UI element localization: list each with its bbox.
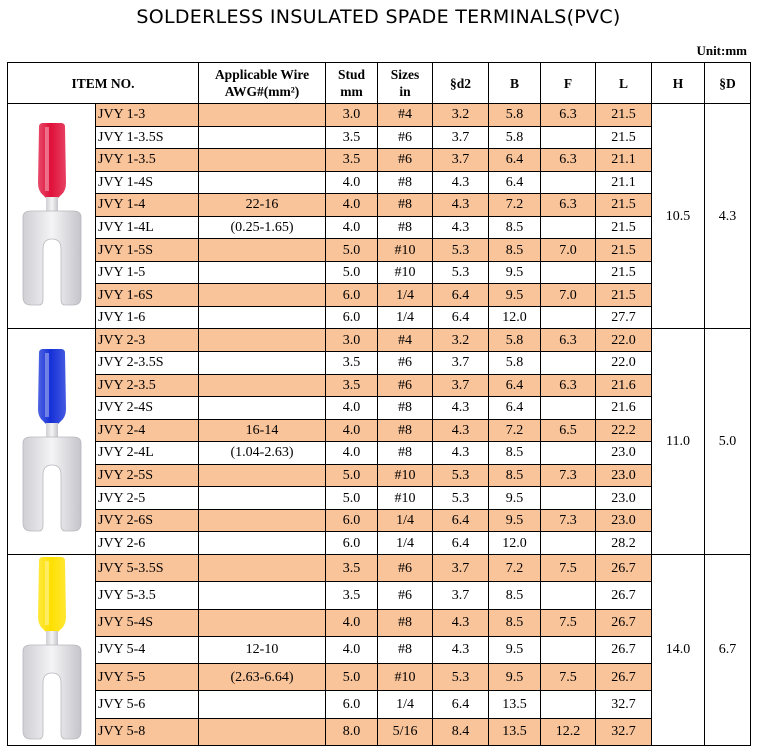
item-no-cell: JVY 5-5 bbox=[96, 664, 199, 691]
applicable-wire-cell bbox=[199, 284, 326, 307]
f-cell: 7.0 bbox=[541, 239, 596, 262]
f-cell: 6.3 bbox=[541, 329, 596, 352]
d2-cell: 3.7 bbox=[433, 374, 489, 397]
l-cell: 21.5 bbox=[596, 239, 652, 262]
applicable-wire-cell bbox=[199, 352, 326, 375]
table-row bbox=[8, 306, 751, 329]
b-cell: 8.5 bbox=[489, 239, 541, 262]
stud-cell: 5.0 bbox=[326, 464, 378, 487]
d2-cell: 5.3 bbox=[433, 487, 489, 510]
table-row bbox=[8, 397, 751, 420]
size-cell: 1/4 bbox=[378, 284, 433, 307]
size-cell: #8 bbox=[378, 636, 433, 663]
stud-cell: 5.0 bbox=[326, 261, 378, 284]
table-row bbox=[8, 216, 751, 239]
size-cell: #6 bbox=[378, 352, 433, 375]
header-f: F bbox=[541, 63, 596, 104]
d2-cell: 4.3 bbox=[433, 171, 489, 194]
table-row bbox=[8, 171, 751, 194]
b-cell: 8.5 bbox=[489, 442, 541, 465]
stud-cell: 6.0 bbox=[326, 532, 378, 555]
applicable-wire-cell bbox=[199, 374, 326, 397]
table-row bbox=[8, 126, 751, 149]
applicable-wire-cell: 22-16 bbox=[199, 194, 326, 217]
f-cell bbox=[541, 306, 596, 329]
d2-cell: 3.2 bbox=[433, 329, 489, 352]
stud-cell: 3.5 bbox=[326, 582, 378, 609]
size-cell: #8 bbox=[378, 216, 433, 239]
f-cell bbox=[541, 582, 596, 609]
header-d: §D bbox=[705, 63, 751, 104]
size-cell: #6 bbox=[378, 149, 433, 172]
item-no-cell: JVY 2-3 bbox=[96, 329, 199, 352]
l-cell: 22.2 bbox=[596, 419, 652, 442]
size-cell: 1/4 bbox=[378, 306, 433, 329]
size-cell: #10 bbox=[378, 464, 433, 487]
stud-cell: 5.0 bbox=[326, 239, 378, 262]
f-cell bbox=[541, 126, 596, 149]
table-row bbox=[8, 609, 751, 636]
d2-cell: 4.3 bbox=[433, 419, 489, 442]
header-row bbox=[8, 63, 751, 104]
f-cell bbox=[541, 532, 596, 555]
stud-cell: 3.0 bbox=[326, 104, 378, 127]
applicable-wire-cell bbox=[199, 718, 326, 745]
size-cell: 1/4 bbox=[378, 691, 433, 718]
l-cell: 26.7 bbox=[596, 554, 652, 581]
b-cell: 7.2 bbox=[489, 554, 541, 581]
f-cell: 6.3 bbox=[541, 104, 596, 127]
f-cell: 7.3 bbox=[541, 509, 596, 532]
size-cell: #10 bbox=[378, 664, 433, 691]
f-cell: 6.3 bbox=[541, 194, 596, 217]
table-row bbox=[8, 352, 751, 375]
l-cell: 21.1 bbox=[596, 149, 652, 172]
header-item-no: ITEM NO. bbox=[8, 63, 199, 104]
b-cell: 5.8 bbox=[489, 329, 541, 352]
item-no-cell: JVY 1-3.5 bbox=[96, 149, 199, 172]
b-cell: 12.0 bbox=[489, 532, 541, 555]
item-no-cell: JVY 2-3.5S bbox=[96, 352, 199, 375]
item-no-cell: JVY 5-6 bbox=[96, 691, 199, 718]
f-cell: 7.5 bbox=[541, 664, 596, 691]
header-sizes-line2: in bbox=[399, 84, 411, 99]
stud-cell: 3.5 bbox=[326, 374, 378, 397]
b-cell: 5.8 bbox=[489, 352, 541, 375]
stud-cell: 8.0 bbox=[326, 718, 378, 745]
l-cell: 26.7 bbox=[596, 664, 652, 691]
table-row bbox=[8, 718, 751, 745]
b-cell: 6.4 bbox=[489, 397, 541, 420]
l-cell: 21.6 bbox=[596, 374, 652, 397]
unit-label: Unit:mm bbox=[696, 43, 747, 58]
applicable-wire-cell bbox=[199, 464, 326, 487]
item-no-cell: JVY 1-6S bbox=[96, 284, 199, 307]
d2-cell: 6.4 bbox=[433, 306, 489, 329]
yellow-spade-terminal-icon bbox=[8, 554, 96, 745]
f-cell bbox=[541, 352, 596, 375]
d2-cell: 6.4 bbox=[433, 532, 489, 555]
f-cell bbox=[541, 691, 596, 718]
b-cell: 6.4 bbox=[489, 374, 541, 397]
table-row bbox=[8, 104, 751, 127]
item-no-cell: JVY 5-4 bbox=[96, 636, 199, 663]
stud-cell: 4.0 bbox=[326, 442, 378, 465]
header-stud bbox=[326, 63, 378, 104]
table-row bbox=[8, 487, 751, 510]
h-value-cell: 10.5 bbox=[652, 104, 705, 329]
d2-cell: 8.4 bbox=[433, 718, 489, 745]
item-no-cell: JVY 2-5S bbox=[96, 464, 199, 487]
item-no-cell: JVY 2-5 bbox=[96, 487, 199, 510]
b-cell: 8.5 bbox=[489, 582, 541, 609]
table-row bbox=[8, 636, 751, 663]
h-value-cell: 14.0 bbox=[652, 554, 705, 745]
d2-cell: 6.4 bbox=[433, 691, 489, 718]
applicable-wire-cell: (0.25-1.65) bbox=[199, 216, 326, 239]
b-cell: 13.5 bbox=[489, 718, 541, 745]
applicable-wire-cell bbox=[199, 554, 326, 581]
applicable-wire-cell bbox=[199, 239, 326, 262]
d2-cell: 5.3 bbox=[433, 664, 489, 691]
item-no-cell: JVY 2-4S bbox=[96, 397, 199, 420]
stud-cell: 6.0 bbox=[326, 306, 378, 329]
stud-cell: 5.0 bbox=[326, 487, 378, 510]
d2-cell: 3.7 bbox=[433, 582, 489, 609]
l-cell: 21.5 bbox=[596, 284, 652, 307]
d2-cell: 5.3 bbox=[433, 239, 489, 262]
applicable-wire-cell: 16-14 bbox=[199, 419, 326, 442]
f-cell: 6.3 bbox=[541, 149, 596, 172]
table-row bbox=[8, 149, 751, 172]
item-no-cell: JVY 1-4 bbox=[96, 194, 199, 217]
header-d2: §d2 bbox=[433, 63, 489, 104]
item-no-cell: JVY 1-4S bbox=[96, 171, 199, 194]
item-no-cell: JVY 2-4L bbox=[96, 442, 199, 465]
item-no-cell: JVY 1-4L bbox=[96, 216, 199, 239]
item-no-cell: JVY 2-4 bbox=[96, 419, 199, 442]
l-cell: 22.0 bbox=[596, 329, 652, 352]
d2-cell: 3.7 bbox=[433, 352, 489, 375]
item-no-cell: JVY 2-6S bbox=[96, 509, 199, 532]
stud-cell: 4.0 bbox=[326, 397, 378, 420]
stud-cell: 3.0 bbox=[326, 329, 378, 352]
f-cell bbox=[541, 636, 596, 663]
d2-cell: 3.7 bbox=[433, 126, 489, 149]
applicable-wire-cell bbox=[199, 261, 326, 284]
applicable-wire-cell bbox=[199, 171, 326, 194]
table-row bbox=[8, 464, 751, 487]
b-cell: 5.8 bbox=[489, 126, 541, 149]
item-no-cell: JVY 2-6 bbox=[96, 532, 199, 555]
d2-cell: 6.4 bbox=[433, 509, 489, 532]
header-l: L bbox=[596, 63, 652, 104]
header-h: H bbox=[652, 63, 705, 104]
l-cell: 21.5 bbox=[596, 104, 652, 127]
applicable-wire-cell bbox=[199, 609, 326, 636]
d2-cell: 3.2 bbox=[433, 104, 489, 127]
header-stud-line2: mm bbox=[340, 84, 363, 99]
d2-cell: 4.3 bbox=[433, 609, 489, 636]
d2-cell: 3.7 bbox=[433, 149, 489, 172]
size-cell: 1/4 bbox=[378, 532, 433, 555]
f-cell: 7.5 bbox=[541, 554, 596, 581]
stud-cell: 4.0 bbox=[326, 171, 378, 194]
b-cell: 12.0 bbox=[489, 306, 541, 329]
b-cell: 7.2 bbox=[489, 194, 541, 217]
d2-cell: 4.3 bbox=[433, 636, 489, 663]
l-cell: 23.0 bbox=[596, 464, 652, 487]
l-cell: 22.0 bbox=[596, 352, 652, 375]
item-no-cell: JVY 2-3.5 bbox=[96, 374, 199, 397]
f-cell: 7.3 bbox=[541, 464, 596, 487]
stud-cell: 3.5 bbox=[326, 126, 378, 149]
table-row bbox=[8, 329, 751, 352]
stud-cell: 5.0 bbox=[326, 664, 378, 691]
table-body bbox=[8, 104, 751, 746]
l-cell: 26.7 bbox=[596, 609, 652, 636]
b-cell: 9.5 bbox=[489, 487, 541, 510]
b-cell: 6.4 bbox=[489, 171, 541, 194]
applicable-wire-cell bbox=[199, 509, 326, 532]
b-cell: 9.5 bbox=[489, 284, 541, 307]
applicable-wire-cell bbox=[199, 126, 326, 149]
applicable-wire-cell bbox=[199, 397, 326, 420]
item-no-cell: JVY 5-8 bbox=[96, 718, 199, 745]
size-cell: #4 bbox=[378, 104, 433, 127]
size-cell: 5/16 bbox=[378, 718, 433, 745]
f-cell bbox=[541, 261, 596, 284]
d2-cell: 6.4 bbox=[433, 284, 489, 307]
size-cell: #8 bbox=[378, 419, 433, 442]
table-row bbox=[8, 284, 751, 307]
d2-cell: 4.3 bbox=[433, 194, 489, 217]
stud-cell: 4.0 bbox=[326, 609, 378, 636]
item-no-cell: JVY 5-3.5S bbox=[96, 554, 199, 581]
applicable-wire-cell: (2.63-6.64) bbox=[199, 664, 326, 691]
l-cell: 28.2 bbox=[596, 532, 652, 555]
f-cell bbox=[541, 397, 596, 420]
table-row bbox=[8, 194, 751, 217]
f-cell: 6.5 bbox=[541, 419, 596, 442]
table-row bbox=[8, 582, 751, 609]
l-cell: 32.7 bbox=[596, 691, 652, 718]
stud-cell: 6.0 bbox=[326, 509, 378, 532]
stud-cell: 6.0 bbox=[326, 691, 378, 718]
item-no-cell: JVY 1-3.5S bbox=[96, 126, 199, 149]
b-cell: 9.5 bbox=[489, 636, 541, 663]
d2-cell: 4.3 bbox=[433, 216, 489, 239]
size-cell: #10 bbox=[378, 487, 433, 510]
l-cell: 21.6 bbox=[596, 397, 652, 420]
table-row bbox=[8, 374, 751, 397]
applicable-wire-cell bbox=[199, 104, 326, 127]
applicable-wire-cell bbox=[199, 582, 326, 609]
applicable-wire-cell bbox=[199, 487, 326, 510]
f-cell bbox=[541, 442, 596, 465]
d-value-cell: 5.0 bbox=[705, 329, 751, 554]
f-cell bbox=[541, 216, 596, 239]
l-cell: 21.5 bbox=[596, 126, 652, 149]
d2-cell: 5.3 bbox=[433, 464, 489, 487]
header-wire-line1: Applicable Wire bbox=[214, 67, 310, 82]
item-no-cell: JVY 1-3 bbox=[96, 104, 199, 127]
header-b: B bbox=[489, 63, 541, 104]
table-row bbox=[8, 261, 751, 284]
b-cell: 5.8 bbox=[489, 104, 541, 127]
f-cell: 6.3 bbox=[541, 374, 596, 397]
spade-terminal-spec-table bbox=[7, 62, 751, 746]
applicable-wire-cell bbox=[199, 149, 326, 172]
l-cell: 26.7 bbox=[596, 582, 652, 609]
b-cell: 7.2 bbox=[489, 419, 541, 442]
stud-cell: 4.0 bbox=[326, 419, 378, 442]
stud-cell: 3.5 bbox=[326, 554, 378, 581]
b-cell: 8.5 bbox=[489, 216, 541, 239]
table-row bbox=[8, 442, 751, 465]
header-applicable-wire bbox=[199, 63, 326, 104]
red-spade-terminal-icon bbox=[8, 104, 96, 329]
size-cell: 1/4 bbox=[378, 509, 433, 532]
b-cell: 13.5 bbox=[489, 691, 541, 718]
f-cell: 12.2 bbox=[541, 718, 596, 745]
size-cell: #8 bbox=[378, 171, 433, 194]
size-cell: #6 bbox=[378, 126, 433, 149]
table-row bbox=[8, 664, 751, 691]
l-cell: 21.5 bbox=[596, 216, 652, 239]
d2-cell: 5.3 bbox=[433, 261, 489, 284]
l-cell: 23.0 bbox=[596, 509, 652, 532]
header-sizes-line1: Sizes bbox=[390, 67, 420, 82]
f-cell bbox=[541, 171, 596, 194]
table-row bbox=[8, 239, 751, 262]
stud-cell: 4.0 bbox=[326, 636, 378, 663]
applicable-wire-cell bbox=[199, 306, 326, 329]
d2-cell: 4.3 bbox=[433, 442, 489, 465]
page-title: SOLDERLESS INSULATED SPADE TERMINALS(PVC) bbox=[136, 6, 621, 28]
table-row bbox=[8, 554, 751, 581]
applicable-wire-cell bbox=[199, 329, 326, 352]
size-cell: #8 bbox=[378, 397, 433, 420]
b-cell: 9.5 bbox=[489, 509, 541, 532]
size-cell: #6 bbox=[378, 374, 433, 397]
table-row bbox=[8, 419, 751, 442]
stud-cell: 4.0 bbox=[326, 194, 378, 217]
l-cell: 21.5 bbox=[596, 194, 652, 217]
size-cell: #8 bbox=[378, 442, 433, 465]
size-cell: #6 bbox=[378, 582, 433, 609]
applicable-wire-cell bbox=[199, 532, 326, 555]
b-cell: 6.4 bbox=[489, 149, 541, 172]
item-no-cell: JVY 5-3.5 bbox=[96, 582, 199, 609]
f-cell bbox=[541, 487, 596, 510]
l-cell: 26.7 bbox=[596, 636, 652, 663]
h-value-cell: 11.0 bbox=[652, 329, 705, 554]
l-cell: 23.0 bbox=[596, 487, 652, 510]
table-row bbox=[8, 691, 751, 718]
d-value-cell: 6.7 bbox=[705, 554, 751, 745]
table-row bbox=[8, 509, 751, 532]
table-row bbox=[8, 532, 751, 555]
size-cell: #8 bbox=[378, 194, 433, 217]
l-cell: 32.7 bbox=[596, 718, 652, 745]
l-cell: 21.1 bbox=[596, 171, 652, 194]
applicable-wire-cell: 12-10 bbox=[199, 636, 326, 663]
l-cell: 23.0 bbox=[596, 442, 652, 465]
header-sizes bbox=[378, 63, 433, 104]
size-cell: #10 bbox=[378, 239, 433, 262]
b-cell: 9.5 bbox=[489, 261, 541, 284]
header-wire-line2: AWG#(mm²) bbox=[224, 84, 300, 99]
d2-cell: 3.7 bbox=[433, 554, 489, 581]
item-no-cell: JVY 1-5 bbox=[96, 261, 199, 284]
stud-cell: 3.5 bbox=[326, 149, 378, 172]
d-value-cell: 4.3 bbox=[705, 104, 751, 329]
stud-cell: 3.5 bbox=[326, 352, 378, 375]
header-stud-line1: Stud bbox=[338, 67, 366, 82]
size-cell: #10 bbox=[378, 261, 433, 284]
item-no-cell: JVY 1-5S bbox=[96, 239, 199, 262]
l-cell: 27.7 bbox=[596, 306, 652, 329]
size-cell: #6 bbox=[378, 554, 433, 581]
b-cell: 8.5 bbox=[489, 609, 541, 636]
stud-cell: 6.0 bbox=[326, 284, 378, 307]
applicable-wire-cell bbox=[199, 691, 326, 718]
size-cell: #8 bbox=[378, 609, 433, 636]
stud-cell: 4.0 bbox=[326, 216, 378, 239]
b-cell: 9.5 bbox=[489, 664, 541, 691]
item-no-cell: JVY 1-6 bbox=[96, 306, 199, 329]
applicable-wire-cell: (1.04-2.63) bbox=[199, 442, 326, 465]
b-cell: 8.5 bbox=[489, 464, 541, 487]
size-cell: #4 bbox=[378, 329, 433, 352]
l-cell: 21.5 bbox=[596, 261, 652, 284]
item-no-cell: JVY 5-4S bbox=[96, 609, 199, 636]
f-cell: 7.0 bbox=[541, 284, 596, 307]
blue-spade-terminal-icon bbox=[8, 329, 96, 554]
d2-cell: 4.3 bbox=[433, 397, 489, 420]
f-cell: 7.5 bbox=[541, 609, 596, 636]
